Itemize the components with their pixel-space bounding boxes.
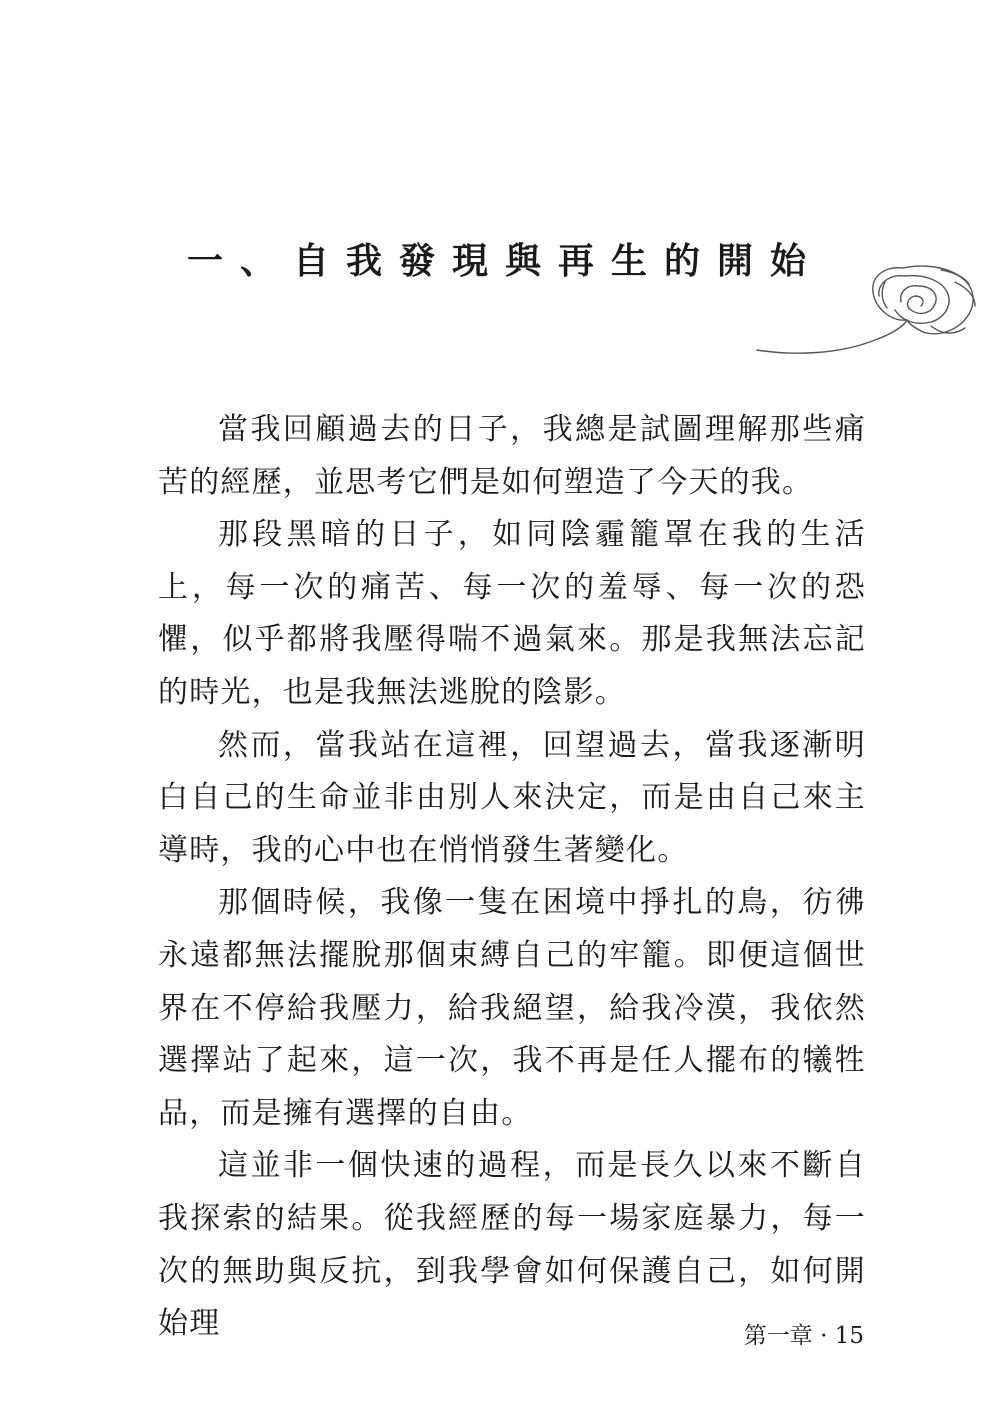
paragraph: 那段黑暗的日子，如同陰霾籠罩在我的生活上，每一次的痛苦、每一次的羞辱、每一次的恐懼，似乎都將我壓得喘不過氣來。那是我無法忘記的時光，也是我無法逃脫的陰影。 — [158, 517, 866, 710]
chapter-title: 一、自我發現與再生的開始 — [186, 241, 823, 282]
paragraph: 這並非一個快速的過程，而是長久以來不斷自我探索的結果。從我經歷的每一場家庭暴力，每一次的無助與反抗，到我學會如何保護自己，如何開始理 — [158, 1148, 866, 1342]
paragraph: 然而，當我站在這裡，回望過去，當我逐漸明白自己的生命並非由別人來決定，而是由自己來主導時，我的心中也在悄悄發生著變化。 — [158, 727, 866, 868]
paragraph: 當我回顧過去的日子，我總是試圖理解那些痛苦的經歷，並思考它們是如何塑造了今天的我。 — [158, 412, 866, 500]
rose-line-drawing-icon — [755, 262, 985, 362]
page-folio: 第一章 · 15 — [743, 1323, 864, 1349]
paragraph: 那個時候，我像一隻在困境中掙扎的鳥，彷彿永遠都無法擺脫那個束縛自己的牢籠。即便這個世界在不停給我壓力，給我絕望，給我冷漠，我依然選擇站了起來，這一次，我不再是任人擺布的犧牲品，而是擁有選擇的自由。 — [158, 885, 866, 1131]
body-text — [158, 404, 866, 1351]
